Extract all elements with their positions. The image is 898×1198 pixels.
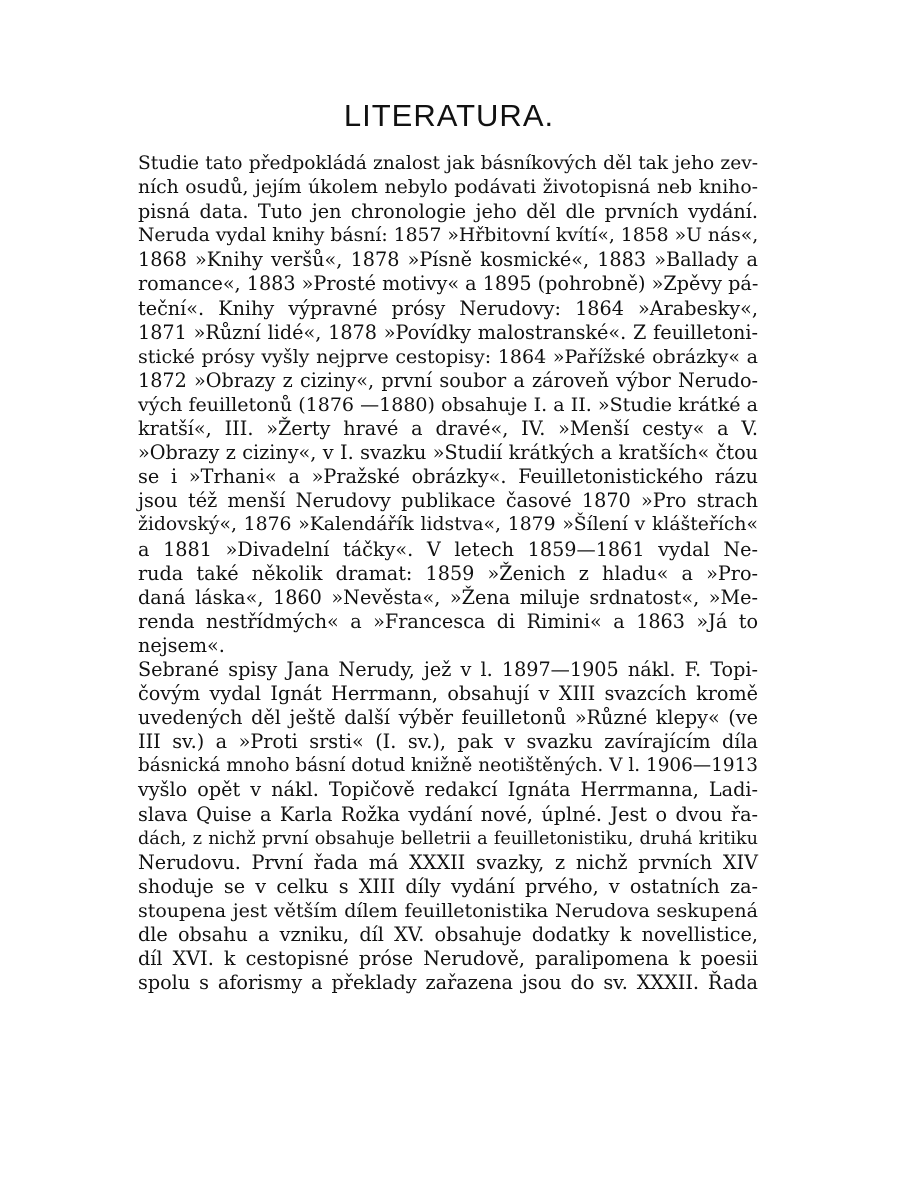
text-line: stoupena jest větším dílem feuilletonistika Nerudova seskupená bbox=[138, 899, 758, 922]
text-line: Studie tato předpokládá znalost jak básníkových děl tak jeho zev- bbox=[138, 153, 758, 174]
text-line: čovým vydal Ignát Herrmann, obsahují v XIII svazcích kromě bbox=[138, 682, 758, 706]
text-line: teční«. Knihy výpravné prósy Nerudovy: 1864 »Arabesky«, bbox=[138, 296, 758, 320]
text-line: vyšlo opět v nákl. Topičově redakcí Ignáta Herrmanna, Ladi- bbox=[138, 778, 758, 802]
text-line: uvedených děl ještě další výběr feuilletonů »Různé klepy« (ve bbox=[138, 706, 758, 730]
text-line: vých feuilletonů (1876 —1880) obsahuje I. a II. »Studie krátké a bbox=[138, 393, 758, 416]
text-line: daná láska«, 1860 »Nevěsta«, »Žena miluje srdnatost«, »Me- bbox=[138, 585, 758, 609]
text-line: se i »Trhani« a »Pražské obrázky«. Feuilletonistického rázu bbox=[138, 465, 758, 489]
text-line: shoduje se v celku s XIII díly vydání prvého, v ostatních za- bbox=[138, 874, 758, 898]
text-line: jsou též menší Nerudovy publikace časové 1870 »Pro strach bbox=[138, 489, 758, 513]
text-line: Nerudovu. První řada má XXXII svazky, z nichž prvních XIV bbox=[138, 850, 758, 874]
text-line: 1871 »Různí lidé«, 1878 »Povídky malostranské«. Z feuilletoni- bbox=[138, 320, 758, 344]
text-line: III sv.) a »Proti srsti« (I. sv.), pak v svazku zavírajícím díla bbox=[138, 730, 758, 754]
text-line: romance«, 1883 »Prosté motivy« a 1895 (pohrobně) »Zpěvy pá- bbox=[138, 272, 759, 296]
body-text bbox=[138, 152, 758, 995]
text-line: Neruda vydal knihy básní: 1857 »Hřbitovní kvítí«, 1858 »U nás«, bbox=[138, 225, 759, 247]
text-line: 1872 »Obrazy z ciziny«, první soubor a zároveň výbor Nerudo- bbox=[138, 368, 758, 392]
text-line: a 1881 »Divadelní táčky«. V letech 1859—1861 vydal Ne- bbox=[138, 537, 758, 561]
text-line: díl XVI. k cestopisné próse Nerudově, paralipomena k poesii bbox=[138, 947, 758, 971]
text-line: slava Quise a Karla Rožka vydání nové, úplné. Jest o dvou řa- bbox=[138, 802, 758, 826]
text-line: dách, z nichž první obsahuje belletrii a feuilletonistiku, druhá kritiku bbox=[138, 828, 758, 849]
text-line: ních osudů, jejím úkolem nebylo podávati životopisná neb kniho- bbox=[138, 177, 758, 199]
text-line: židovský«, 1876 »Kalendářík lidstva«, 1879 »Šílení v klášteřích« bbox=[138, 514, 758, 536]
text-line: renda nestřídmých« a »Francesca di Rimini« a 1863 »Já to bbox=[138, 609, 758, 633]
text-line: kratší«, III. »Žerty hravé a dravé«, IV. »Menší cesty« a V. bbox=[138, 417, 758, 441]
text-line: básnická mnoho básní dotud knižně neotištěných. V l. 1906—1913 bbox=[138, 755, 758, 777]
text-line: »Obrazy z ciziny«, v I. svazku »Studií krátkých a kratších« čtou bbox=[138, 441, 758, 465]
text-line: ruda také několik dramat: 1859 »Ženich z hladu« a »Pro- bbox=[138, 561, 758, 585]
text-line: 1868 »Knihy veršů«, 1878 »Písně kosmické«, 1883 »Ballady a bbox=[138, 248, 758, 272]
text-line: pisná data. Tuto jen chronologie jeho děl dle prvních vydání. bbox=[138, 200, 758, 224]
text-line: stické prósy vyšly nejprve cestopisy: 1864 »Pařížské obrázky« a bbox=[138, 345, 758, 368]
text-line: nejsem«. bbox=[138, 633, 225, 657]
text-line: spolu s aforismy a překlady zařazena jsou do sv. XXXII. Řada bbox=[138, 971, 758, 995]
page-title: LITERATURA. bbox=[343, 98, 555, 133]
text-line: dle obsahu a vzniku, díl XV. obsahuje dodatky k novellistice, bbox=[138, 923, 758, 946]
text-line: Sebrané spisy Jana Nerudy, jež v l. 1897—1905 nákl. F. Topi- bbox=[138, 657, 758, 681]
